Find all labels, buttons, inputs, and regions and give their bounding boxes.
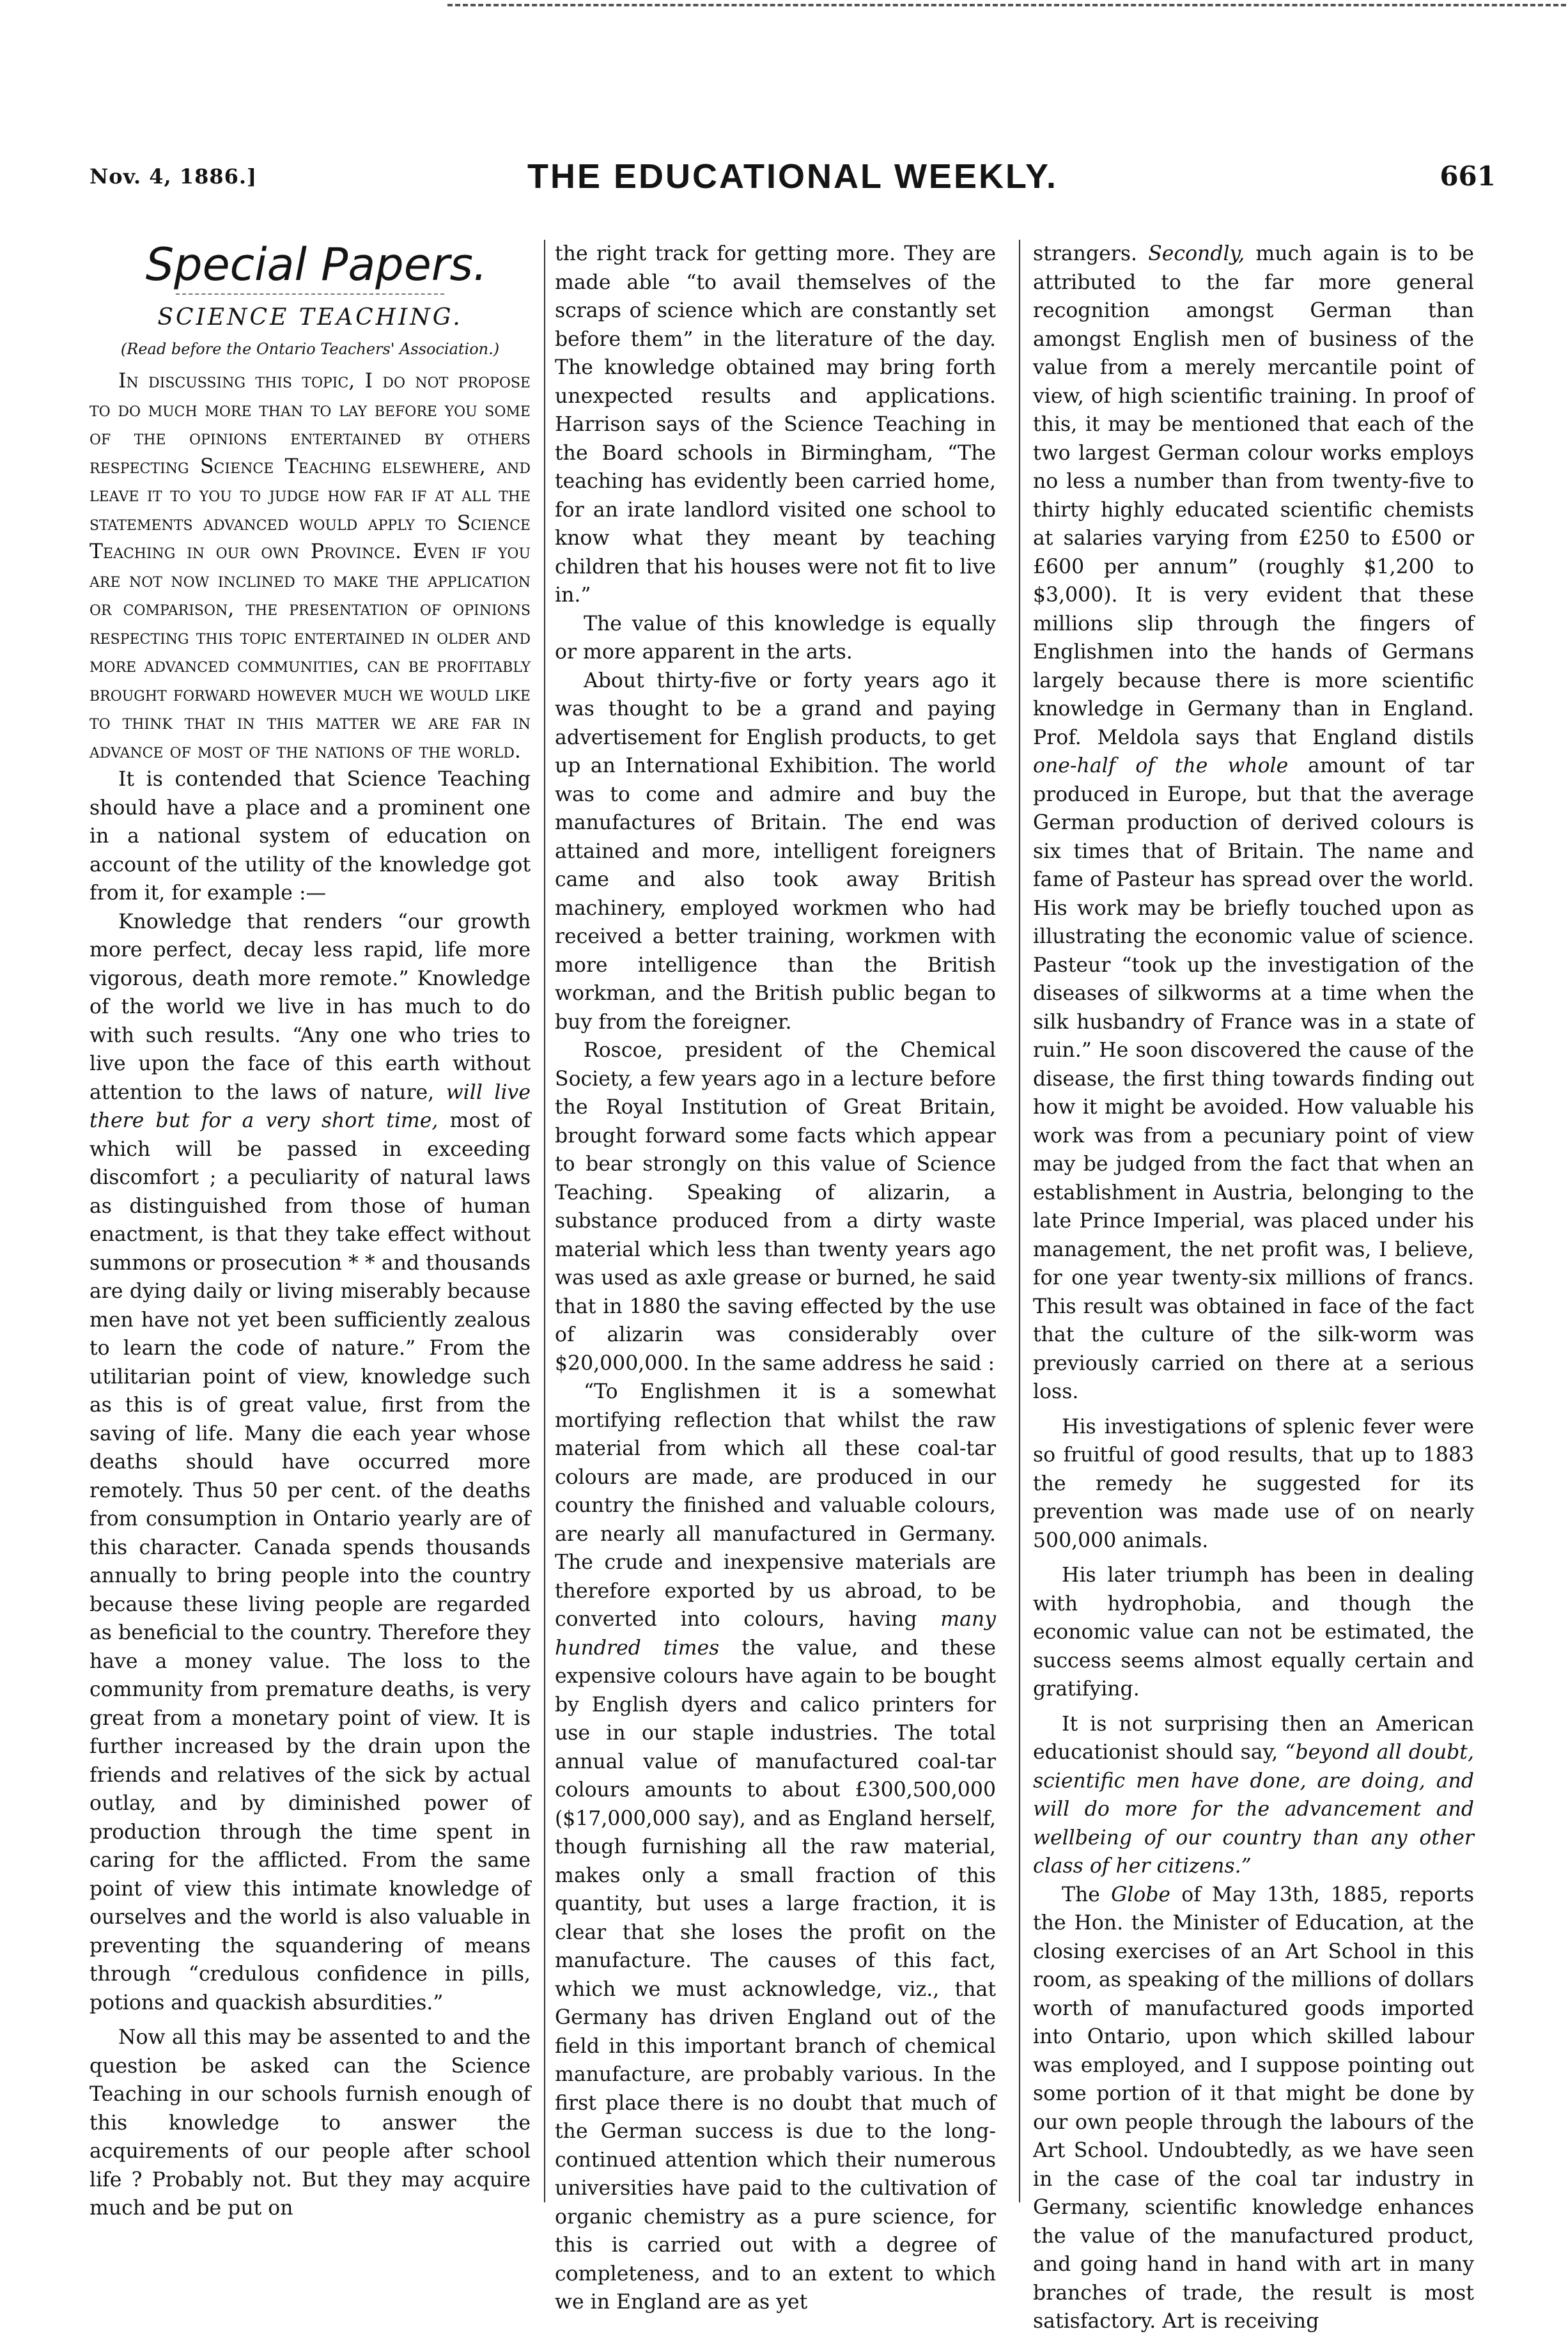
column-divider <box>544 240 545 2202</box>
column-3 <box>1033 240 1475 2333</box>
paragraph: Roscoe, president of the Chemical Society, a few years ago in a lecture before the Royal Institution of Great Britain, brought forward some facts which appear to bear strongly on this value of Science Teaching. Speaking of alizarin, a substance produced from a dirty waste material which less than twenty years ago was used as axle grease or burned, he said that in 1880 the saving effected by the use of alizarin was considerably over $20,000,000. In the same address he said : <box>555 1039 996 1375</box>
paragraph-text: “To Englishmen it is a somewhat mortifying reflection that whilst the raw material from which all these coal-tar colours are made, are produced in our country the finished and valuable colours, are nearly all manufactured in Germany. The crude and inexpensive materials are therefore exported by us abroad, to be converted into colours, having <box>555 1380 996 1631</box>
column-2 <box>555 240 996 2314</box>
heading-divider <box>176 293 444 295</box>
emphasis: “beyond all doubt, scientific men have done, are doing, and will do more for the advancement and wellbeing of our country than any other class of her citizens.” <box>1033 1741 1474 1878</box>
paragraph: About thirty-five or forty years ago it was thought to be a grand and paying advertisement for English products, to get up an International Exhibition. The world was to come and admire and buy the manufactures of Britain. The end was attained and more, intelligent foreigners came and also took away British machinery, employed workmen who had received a better training, workmen with more intelligence than the British workman, and the British public began to buy from the foreigner. <box>555 669 996 1034</box>
paragraph <box>89 908 531 2018</box>
paragraph-text: much again is to be attributed to the far more general recognition amongst German than amongst English men of business of the value from a merely mercantile point of view, of high scientific training. In proof of this, it may be mentioned that each of the two largest German colour works employs no less a number than from twenty-five to thirty highly educated scientific chemists at salaries varying from £250 to £500 or £600 per annum” (roughly $1,200 to $3,000). It is very evident that these millions slip through the fingers of Englishmen into the hands of Germans largely because there is more scientific knowledge in Germany than in England. Prof. Meldola says that England distils <box>1033 242 1475 749</box>
article-byline: (Read before the Ontario Teachers' Association.) <box>120 339 500 358</box>
article-title: SCIENCE TEACHING. <box>157 304 463 331</box>
paragraph-text: Knowledge that renders “our growth more perfect, decay less rapid, life more vigorous, death more remote.” Knowledge of the world we live in has much to do with such results. “Any one who tries to live upon the face of this earth without attention to the laws of nature, <box>89 910 531 1104</box>
paragraph <box>89 367 531 765</box>
publication-title: THE EDUCATIONAL WEEKLY. <box>527 157 1059 196</box>
paragraph <box>1033 1710 1474 1881</box>
paragraph: His later triumph has been in dealing with hydrophobia, and though the economic value can not be estimated, the success seems almost equally certain and gratifying. <box>1033 1564 1474 1701</box>
emphasis: many hundred times <box>555 1608 996 1660</box>
emphasis: Secondly, <box>1148 242 1245 265</box>
paragraph-text: It is not surprising then an American educationist should say, <box>1033 1712 1474 1764</box>
section-heading: Special Papers. <box>145 238 488 291</box>
page-number: 661 <box>1440 160 1496 192</box>
paragraph <box>1033 1881 1474 2336</box>
emphasis: will live there but for a very short time, <box>89 1080 531 1132</box>
top-border-rule <box>447 4 1566 6</box>
column-1 <box>89 238 531 2220</box>
paragraph-text: the value, and these expensive colours have again to be bought by English dyers and calico printers for use in our staple industries. The total annual value of manufactured coal-tar colours amounts to about £300,500,000 ($17,000,000 say), and as England herself, though furnishing all the raw material, makes only a small fraction of this quantity, but uses a large fraction, it is clear that she loses the profit on the manufacture. The causes of this fact, which we must acknowledge, viz., that Germany has driven England out of the field in this important branch of chemical manufacture, are probably various. In the first place there is no doubt that much of the German success is due to the long-continued attention which their numerous universities have paid to the cultivation of organic chemistry as a pure science, for this is carried out with a degree of completeness, and to an extent to which we in England are as yet <box>555 1636 996 2314</box>
emphasis: one-half of the whole <box>1033 754 1289 777</box>
paragraph-text: The <box>1062 1883 1100 1906</box>
paragraph: His investigations of splenic fever were so fruitful of good results, that up to 1883 the remedy he suggested for its prevention was made use of on nearly 500,000 animals. <box>1033 1415 1474 1552</box>
paragraph-text: of May 13th, 1885, reports the Hon. the Minister of Education, at the closing exercises of an Art School in this room, as speaking of the millions of dollars worth of manufactured goods imported into Ontario, upon which skilled labour was employed, and I suppose pointing out some portion of it that might be done by our own people through the labours of the Art School. Undoubtedly, as we have seen in the case of the coal tar industry in Germany, scientific knowledge enhances the value of the manufactured product, and going hand in hand with art in many branches of trade, the result is most satisfactory. Art is receiving <box>1033 1883 1474 2333</box>
paragraph <box>1033 240 1474 1406</box>
column-divider <box>1019 240 1020 2202</box>
page-header <box>89 157 1496 208</box>
emphasis: Globe <box>1111 1883 1171 1906</box>
paragraph: Now all this may be assented to and the question be asked can the Science Teaching in our schools furnish enough of this knowledge to answer the acquirements of our people after school life ? Probably not. But they may acquire much and be put on <box>89 2026 531 2220</box>
paragraph <box>555 1378 996 2317</box>
paragraph: The value of this knowledge is equally or more apparent in the arts. <box>555 612 996 664</box>
paragraph-text: amount of tar produced in Europe, but that the average German production of derived colours is six times that of Britain. The name and fame of Pasteur has spread over the world. His work may be briefly touched upon as illustrating the economic value of science. Pasteur “took up the investigation of the diseases of silkworms at a time when the silk husbandry of France was in a state of ruin.” He soon discovered the cause of the disease, the first thing towards finding out how it might be avoided. How valuable his work was from a pecuniary point of view may be judged from the fact that when an establishment in Austria, belonging to the late Prince Imperial, was placed under his management, the net profit was, I believe, for one year twenty-six millions of francs. This result was obtained in face of the fact that the culture of the silk-worm was previously carried on there at a serious loss. <box>1033 754 1474 1403</box>
paragraph: the right track for getting more. They are made able “to avail themselves of the scraps of science which are constantly set before them” in the literature of the day. The knowledge obtained may bring forth unexpected results and applications. Harrison says of the Science Teaching in the Board schools in Birmingham, “The teaching has evidently been carried home, for an irate landlord visited one school to know what they meant by teaching children that his houses were not fit to live in.” <box>555 242 996 607</box>
paragraph-text: strangers. <box>1033 242 1137 265</box>
paragraph: It is contended that Science Teaching should have a place and a prominent one in a national system of education on account of the utility of the knowledge got from it, for example :— <box>89 768 531 905</box>
paragraph-text: most of which will be passed in exceeding discomfort ; a peculiarity of natural laws as distinguished from those of human enactment, is that they take effect without summons or prosecution * * and thousands are dying daily or living miserably because men have not yet been sufficiently zealous to learn the code of nature.” From the utilitarian point of view, knowledge such as this is of great value, first from the saving of life. Many die each year whose deaths should have occurred more remotely. Thus 50 per cent. of the deaths from consumption in Ontario yearly are of this character. Canada spends thousands annually to bring people into the country because these living people are regarded as beneficial to the country. Therefore they have a money value. The loss to the community from premature deaths, is very great from a monetary point of view. It is further increased by the drain upon the friends and relatives of the sick by actual outlay, and by diminished power of production through the time spent in caring for the afflicted. From the same point of view this intimate knowledge of ourselves and the world is also valuable in preventing the squandering of means through “credulous confidence in pills, potions and quackish absurdities.” <box>89 1109 531 2014</box>
issue-date: Nov. 4, 1886.] <box>89 164 258 189</box>
paragraph-text: In discussing this topic, I do not propose to do much more than to lay before you some of the opinions entertained by others respecting Science Teaching elsewhere, and leave it to you to judge how far if at all the statements advanced would apply to Science Teaching in our own Province. Even if you are not now inclined to make the application or comparison, the presentation of opinions respecting this topic entertained in older and more advanced communities, can be profitably brought forward however much we would like to think that in this matter we are far in advance of most of the nations of the world. <box>89 370 531 763</box>
